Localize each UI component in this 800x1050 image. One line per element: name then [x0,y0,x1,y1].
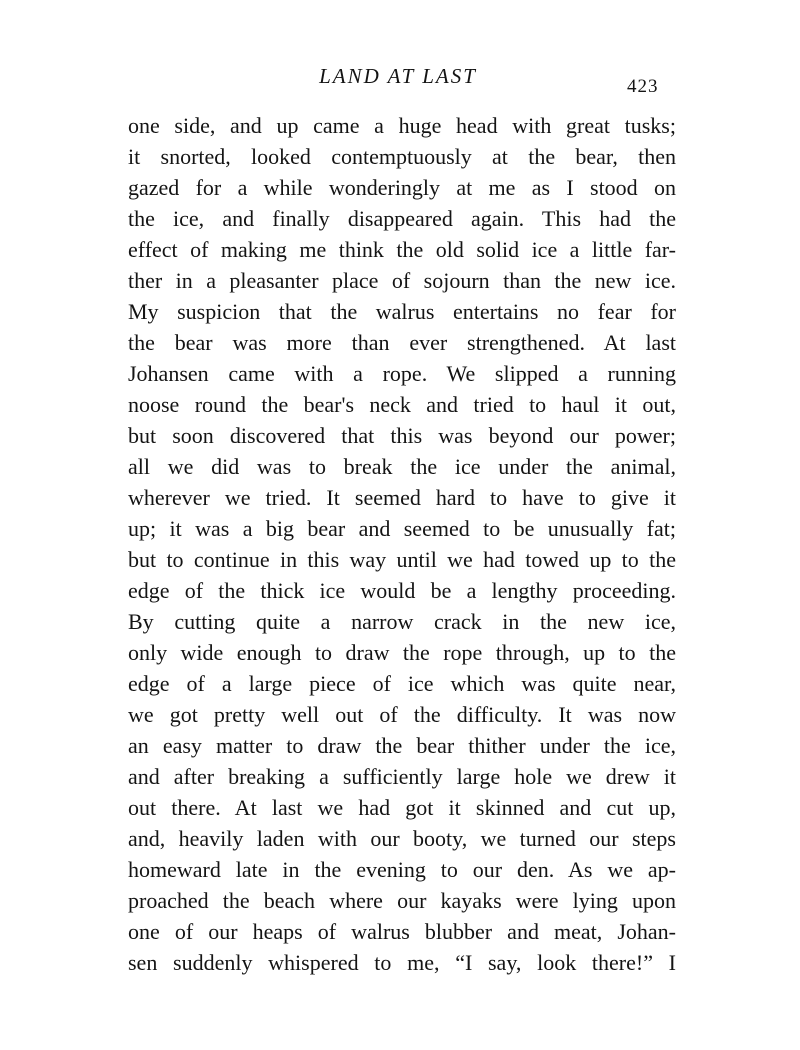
text-line: one side, and up came a huge head with great tusks; [128,113,676,138]
text-line: By cutting quite a narrow crack in the new ice, [128,609,676,634]
text-line: edge of a large piece of ice which was quite near, [128,671,676,696]
text-line: and, heavily laden with our booty, we turned our steps [128,826,676,851]
text-line: ther in a pleasanter place of sojourn than the new ice. [128,268,676,293]
text-line: it snorted, looked contemptuously at the bear, then [128,144,676,169]
text-line: sen suddenly whispered to me, “I say, look there!” I [128,950,676,975]
text-line: noose round the bear's neck and tried to haul it out, [128,392,676,417]
text-line: one of our heaps of walrus blubber and meat, Johan- [128,919,676,944]
text-line: proached the beach where our kayaks were lying upon [128,888,676,913]
text-line: Johansen came with a rope. We slipped a running [128,361,676,386]
text-line: the ice, and finally disappeared again. This had the [128,206,676,231]
text-line: the bear was more than ever strengthened. At last [128,330,676,355]
text-line: edge of the thick ice would be a lengthy proceeding. [128,578,676,603]
text-line: we got pretty well out of the difficulty. It was now [128,702,676,727]
text-line: and after breaking a sufficiently large hole we drew it [128,764,676,789]
text-line: up; it was a big bear and seemed to be unusually fat; [128,516,676,541]
text-line: only wide enough to draw the rope through, up to the [128,640,676,665]
text-line: an easy matter to draw the bear thither under the ice, [128,733,676,758]
body-text [128,110,676,978]
text-line: but soon discovered that this was beyond our power; [128,423,676,448]
text-line: effect of making me think the old solid ice a little far- [128,237,676,262]
text-line: homeward late in the evening to our den. As we ap- [128,857,676,882]
page-number: 423 [627,76,659,97]
text-line: My suspicion that the walrus entertains no fear for [128,299,676,324]
text-line: wherever we tried. It seemed hard to have to give it [128,485,676,510]
text-line: gazed for a while wonderingly at me as I stood on [128,175,676,200]
running-title: LAND AT LAST [319,64,477,88]
text-line: out there. At last we had got it skinned and cut up, [128,795,676,820]
text-line: but to continue in this way until we had towed up to the [128,547,676,572]
text-line: all we did was to break the ice under the animal, [128,454,676,479]
